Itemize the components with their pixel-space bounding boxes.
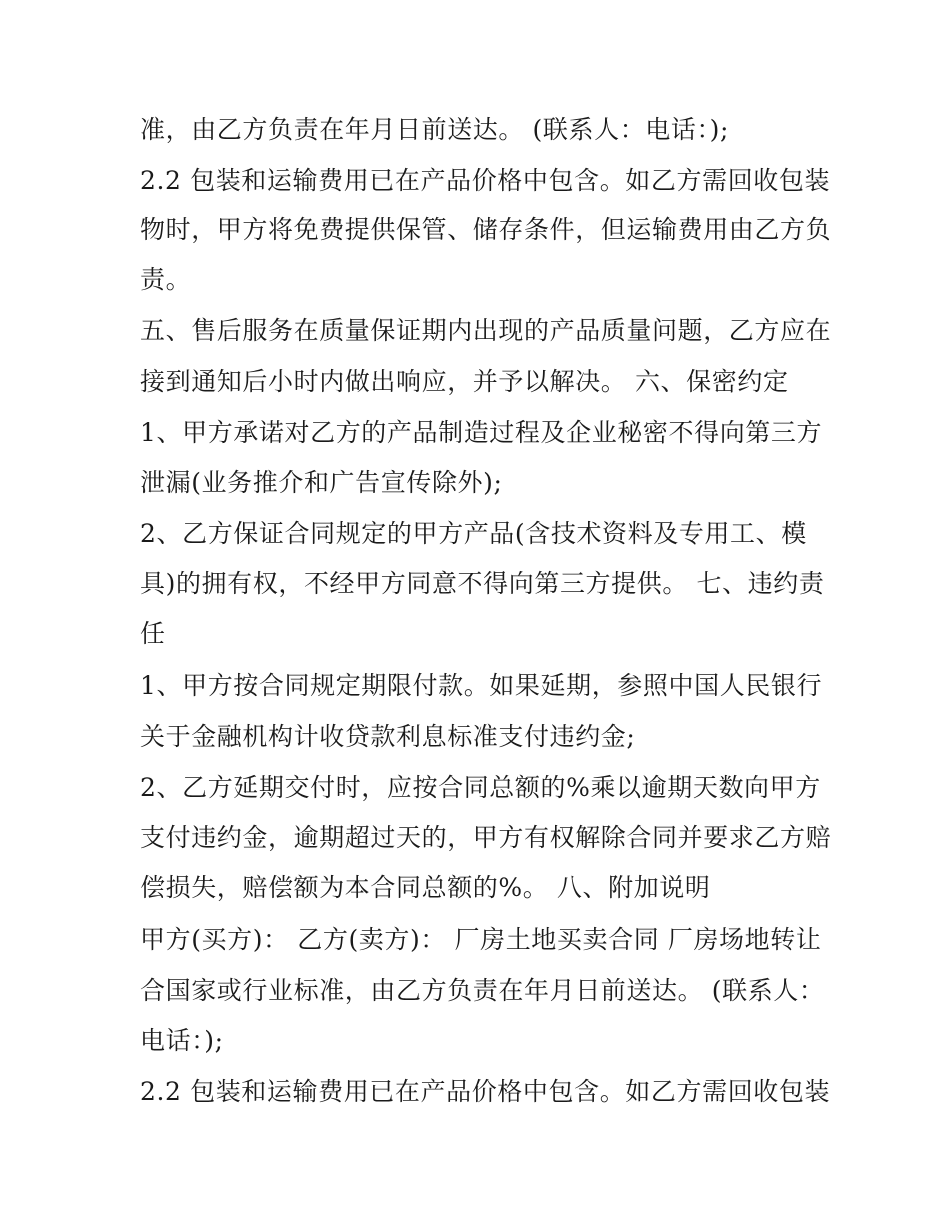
text-line: 接到通知后小时内做出响应，并予以解决。 六、保密约定 [140,367,789,396]
text-line: 2.2 包装和运输费用已在产品价格中包含。如乙方需回收包装 [140,166,831,195]
text-line: 2、乙方保证合同规定的甲方产品(含技术资料及专用工、模 [140,519,807,548]
text-line: 泄漏(业务推介和广告宣传除外); [140,468,503,497]
text-line: 1、甲方按合同规定期限付款。如果延期，参照中国人民银行 [140,671,823,700]
text-line: 电话：); [140,1026,224,1055]
text-line: 责。 [140,265,192,294]
text-line: 物时，甲方将免费提供保管、储存条件，但运输费用由乙方负 [140,215,832,244]
text-line: 合国家或行业标准，由乙方负责在年月日前送达。 (联系人： [140,976,825,1005]
text-line: 关于金融机构计收贷款利息标准支付违约金; [140,722,636,751]
text-line: 准，由乙方负责在年月日前送达。 (联系人：电话：); [140,115,729,144]
text-line: 任 [140,619,166,648]
text-line: 2、乙方延期交付时，应按合同总额的%乘以逾期天数向甲方 [140,773,821,802]
text-line: 具)的拥有权，不经甲方同意不得向第三方提供。 七、违约责 [140,569,825,598]
text-line: 甲方(买方)： 乙方(卖方)： 厂房土地买卖合同 厂房场地转让 [140,925,822,954]
text-line: 2.2 包装和运输费用已在产品价格中包含。如乙方需回收包装 [140,1077,831,1106]
text-line: 1、甲方承诺对乙方的产品制造过程及企业秘密不得向第三方 [140,418,823,447]
text-line: 偿损失，赔偿额为本合同总额的%。 八、附加说明 [140,873,711,902]
text-line: 支付违约金，逾期超过天的，甲方有权解除合同并要求乙方赔 [140,823,832,852]
text-line: 五、售后服务在质量保证期内出现的产品质量问题，乙方应在 [140,316,832,345]
